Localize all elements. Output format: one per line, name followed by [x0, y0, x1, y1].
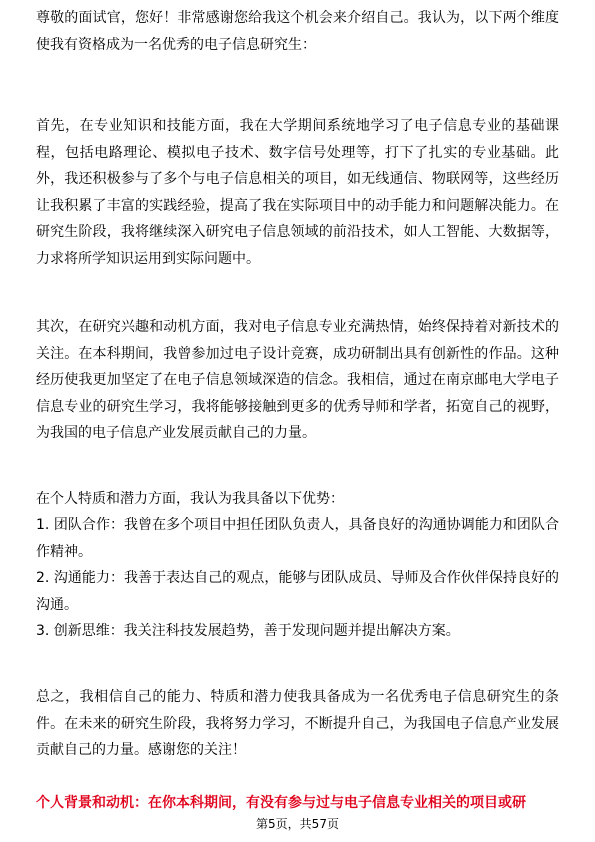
intro-paragraph: 尊敬的面试官，您好！非常感谢您给我这个机会来介绍自己。我认为，以下两个维度使我有资格成为一名优秀的电子信息研究生： — [36, 10, 559, 53]
conclusion-paragraph: 总之，我相信自己的能力、特质和潜力使我具备成为一名优秀电子信息研究生的条件。在未来的研究生阶段，我将努力学习，不断提升自己，为我国电子信息产业发展贡献自己的力量。感谢您的关注！ — [36, 689, 559, 758]
first-point-paragraph: 首先，在专业知识和技能方面，我在大学期间系统地学习了电子信息专业的基础课程，包括电路理论、模拟电子技术、数字信号处理等，打下了扎实的专业基础。此外，我还积极参与了多个与电子信息相关的项目，如无线通信、物联网等，这些经历让我积累了丰富的实践经验，提高了我在实际项目中的动手能力和问题解决能力。在研究生阶段，我将继续深入研究电子信息领域的前沿技术，如人工智能、大数据等，力求将所学知识运用到实际问题中。 — [36, 118, 559, 267]
list-item: 3. 创新思维：我关注科技发展趋势，善于发现问题并提出解决方案。 — [36, 623, 460, 639]
traits-intro-paragraph: 在个人特质和潜力方面，我认为我具备以下优势： — [36, 491, 344, 507]
next-question-heading: 个人背景和动机：在你本科期间，有没有参与过与电子信息专业相关的项目或研 — [36, 795, 526, 811]
list-item: 1. 团队合作：我曾在多个项目中担任团队负责人，具备良好的沟通协调能力和团队合作精神。 — [36, 517, 559, 560]
traits-list — [36, 512, 559, 645]
page-number-footer: 第5页，共57页 — [256, 817, 339, 831]
list-item: 2. 沟通能力：我善于表达自己的观点，能够与团队成员、导师及合作伙伴保持良好的沟通。 — [36, 570, 559, 613]
second-point-paragraph: 其次，在研究兴趣和动机方面，我对电子信息专业充满热情，始终保持着对新技术的关注。在本科期间，我曾参加过电子设计竞赛，成功研制出具有创新性的作品。这种经历使我更加坚定了在电子信息领域深造的信念。我相信，通过在南京邮电大学电子信息专业的研究生学习，我将能够接触到更多的优秀导师和学者，拓宽自己的视野，为我国的电子信息产业发展贡献自己的力量。 — [36, 319, 559, 441]
